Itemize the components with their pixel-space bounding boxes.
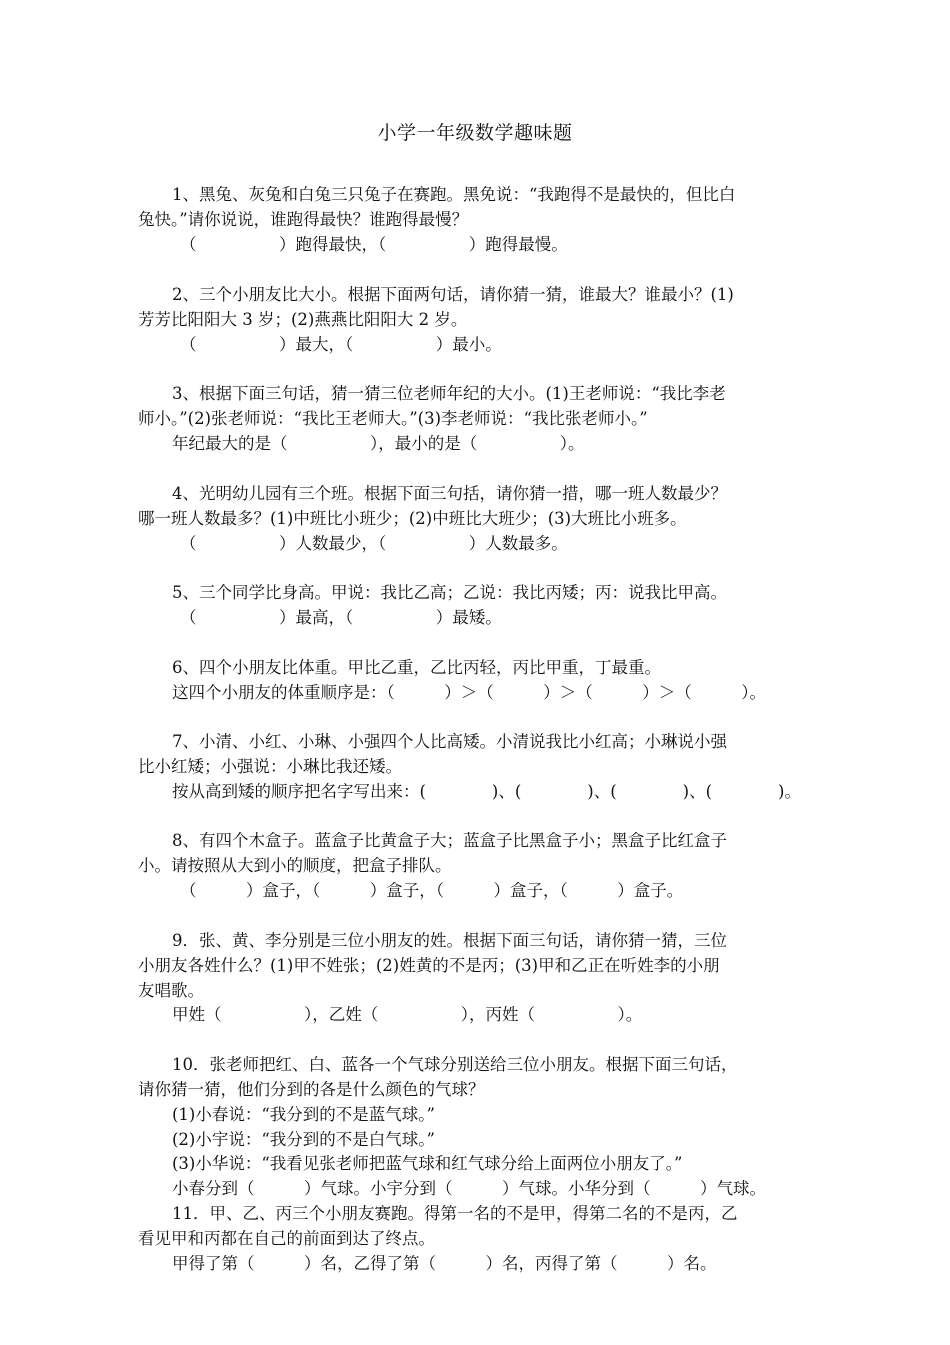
q9-line-1: 9．张、黄、李分别是三位小朋友的姓。根据下面三句话，请你猜一猜，三位 bbox=[172, 931, 727, 950]
q10-line-2: 请你猜一猜，他们分到的各是什么颜色的气球？ bbox=[138, 1080, 485, 1099]
q11-line-2: 看见甲和丙都在自己的前面到达了终点。 bbox=[138, 1229, 435, 1248]
q7-answer: 按从高到矮的顺序把名字写出来：( )、( )、( )、( )。 bbox=[172, 782, 801, 801]
q1-line-1: 1、黑兔、灰兔和白兔三只兔子在赛跑。黑免说：“我跑得不是最快的，但比白 bbox=[172, 185, 736, 204]
q9-line-3: 友唱歌。 bbox=[138, 981, 204, 1000]
q10-clue-3: (3)小华说：“我看见张老师把蓝气球和红气球分给上面两位小朋友了。” bbox=[172, 1154, 683, 1173]
q3-answer: 年纪最大的是（ ），最小的是（ ）。 bbox=[172, 434, 585, 453]
q11-answer: 甲得了第（ ）名，乙得了第（ ）名，丙得了第（ ）名。 bbox=[172, 1254, 717, 1273]
q7-line-2: 比小红矮；小强说：小琳比我还矮。 bbox=[138, 757, 402, 776]
q8-answer: （ ）盒子，（ ）盒子，（ ）盒子，（ ）盒子。 bbox=[180, 881, 684, 900]
q8-line-2: 小。请按照从大到小的顺度，把盒子排队。 bbox=[138, 856, 452, 875]
q3-line-1: 3、根据下面三句话，猜一猜三位老师年纪的大小。(1)王老师说：“我比李老 bbox=[172, 384, 726, 403]
q1-answer: （ ）跑得最快，（ ）跑得最慢。 bbox=[180, 235, 568, 254]
q4-line-1: 4、光明幼儿园有三个班。根据下面三句括，请你猜一措，哪一班人数最少？ bbox=[172, 484, 727, 503]
q11-line-1: 11．甲、乙、丙三个小朋友赛跑。得第一名的不是甲，得第二名的不是丙，乙 bbox=[172, 1204, 738, 1223]
q9-answer: 甲姓（ ），乙姓（ ），丙姓（ ）。 bbox=[172, 1005, 643, 1024]
q5-answer: （ ）最高，（ ）最矮。 bbox=[180, 608, 502, 627]
q5-line-1: 5、三个同学比身高。甲说：我比乙高；乙说：我比丙矮；丙：说我比甲高。 bbox=[172, 583, 727, 602]
q4-line-2: 哪一班人数最多？(1)中班比小班少；(2)中班比大班少；(3)大班比小班多。 bbox=[138, 509, 687, 528]
q4-answer: （ ）人数最少，（ ）人数最多。 bbox=[180, 534, 568, 553]
q6-answer: 这四个小朋友的体重顺序是：（ ）＞（ ）＞（ ）＞（ ）。 bbox=[172, 683, 766, 702]
q9-line-2: 小朋友各姓什么？(1)甲不姓张；(2)姓黄的不是丙；(3)甲和乙正在听姓李的小朋 bbox=[138, 956, 720, 975]
q3-line-2: 师小。”(2)张老师说：“我比王老师大。”(3)李老师说：“我比张老师小。” bbox=[138, 409, 648, 428]
q1-line-2: 兔快。”请你说说，谁跑得最快？谁跑得最慢？ bbox=[138, 210, 469, 229]
q10-line-1: 10．张老师把红、白、蓝各一个气球分别送给三位小朋友。根据下面三句话， bbox=[172, 1055, 738, 1074]
q2-line-2: 芳芳比阳阳大 3 岁；(2)燕燕比阳阳大 2 岁。 bbox=[138, 310, 468, 329]
q8-line-1: 8、有四个木盒子。蓝盒子比黄盒子大；蓝盒子比黑盒子小；黑盒子比红盒子 bbox=[172, 831, 727, 850]
q10-answer: 小春分到（ ）气球。小宇分到（ ）气球。小华分到（ ）气球。 bbox=[172, 1179, 766, 1198]
q7-line-1: 7、小清、小红、小琳、小强四个人比高矮。小清说我比小红高；小琳说小强 bbox=[172, 732, 727, 751]
q2-answer: （ ）最大，（ ）最小。 bbox=[180, 335, 502, 354]
page-title: 小学一年级数学趣味题 bbox=[377, 122, 573, 144]
q10-clue-1: (1)小春说：“我分到的不是蓝气球。” bbox=[172, 1105, 435, 1124]
q6-line-1: 6、四个小朋友比体重。甲比乙重，乙比丙轻，丙比甲重，丁最重。 bbox=[172, 658, 661, 677]
q2-line-1: 2、三个小朋友比大小。根据下面两句话，请你猜一猜，谁最大？谁最小？(1) bbox=[172, 285, 734, 304]
q10-clue-2: (2)小宇说：“我分到的不是白气球。” bbox=[172, 1130, 435, 1149]
